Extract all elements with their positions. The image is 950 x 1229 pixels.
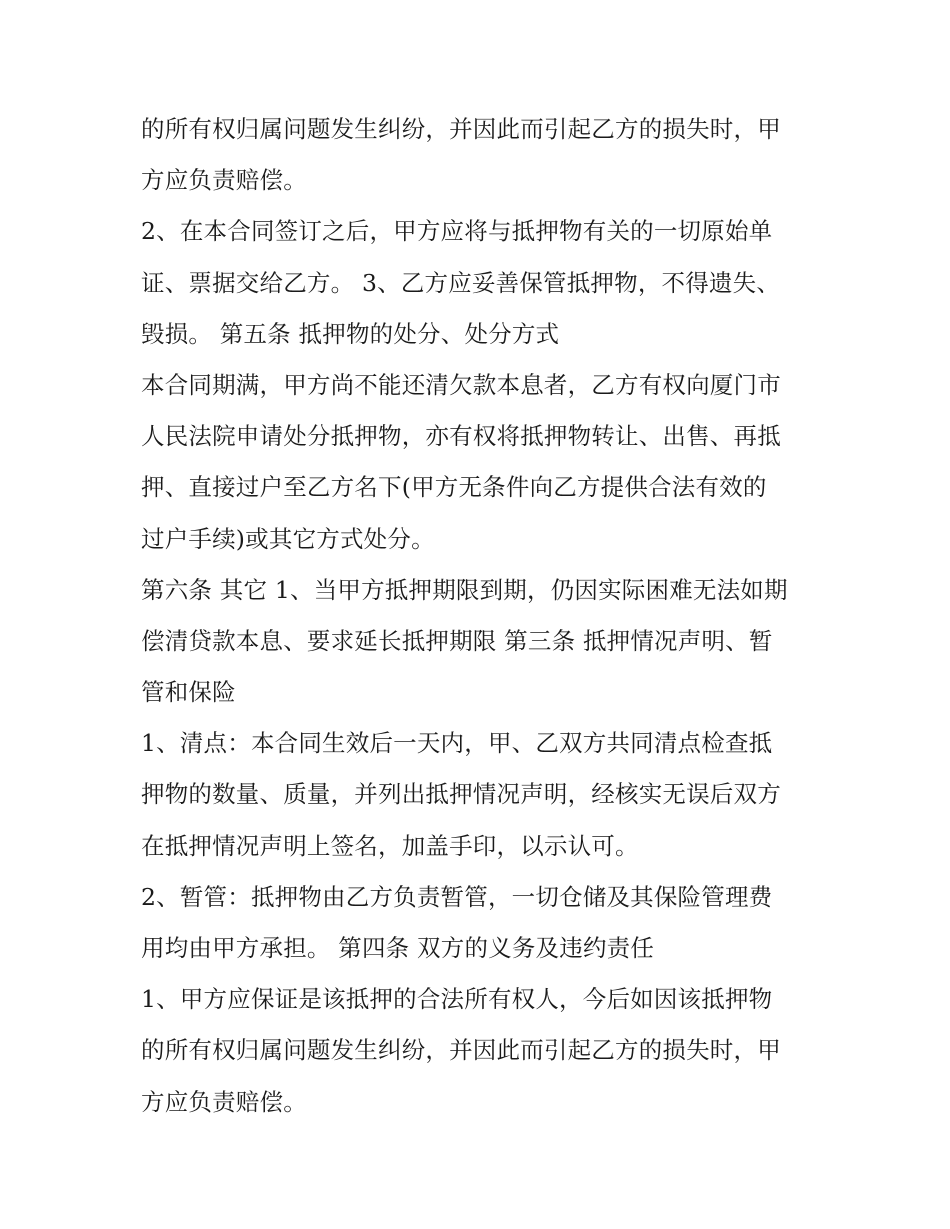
- text-line: 的所有权归属问题发生纠纷，并因此而引起乙方的损失时，甲: [141, 1036, 781, 1065]
- text-line: 在抵押情况声明上签名，加盖手印，以示认可。: [141, 831, 639, 860]
- text-line: 方应负责赔偿。: [141, 166, 307, 195]
- text-line: 的所有权归属问题发生纠纷，并因此而引起乙方的损失时，甲: [141, 115, 781, 143]
- text-line: 押、直接过户至乙方名下(甲方无条件向乙方提供合法有效的: [141, 473, 767, 502]
- text-line: 2、暂管：抵押物由乙方负责暂管，一切仓储及其保险管理费: [141, 882, 773, 911]
- text-line: 1、清点：本合同生效后一天内，甲、乙双方共同清点检查抵: [141, 729, 773, 758]
- text-line: 押物的数量、质量，并列出抵押情况声明，经核实无误后双方: [141, 780, 781, 809]
- text-line: 毁损。 第五条 抵押物的处分、处分方式: [141, 319, 560, 348]
- text-line: 过户手续)或其它方式处分。: [141, 524, 435, 553]
- text-line: 用均由甲方承担。 第四条 双方的义务及违约责任: [141, 934, 655, 962]
- text-line: 1、甲方应保证是该抵押的合法所有权人，今后如因该抵押物: [141, 985, 773, 1014]
- text-line: 第六条 其它 1、当甲方抵押期限到期，仍因实际困难无法如期: [141, 575, 788, 604]
- text-line: 人民法院申请处分抵押物，亦有权将抵押物转让、出售、再抵: [141, 422, 781, 451]
- document-body: [141, 104, 821, 1128]
- text-line: 证、票据交给乙方。 3、乙方应妥善保管抵押物，不得遗失、: [141, 268, 781, 297]
- text-line: 管和保险: [141, 678, 236, 707]
- text-line: 2、在本合同签订之后，甲方应将与抵押物有关的一切原始单: [141, 217, 773, 246]
- text-line: 方应负责赔偿。: [141, 1087, 307, 1116]
- text-line: 偿清贷款本息、要求延长抵押期限 第三条 抵押情况声明、暂: [141, 626, 773, 655]
- text-line: 本合同期满，甲方尚不能还清欠款本息者，乙方有权向厦门市: [141, 370, 781, 399]
